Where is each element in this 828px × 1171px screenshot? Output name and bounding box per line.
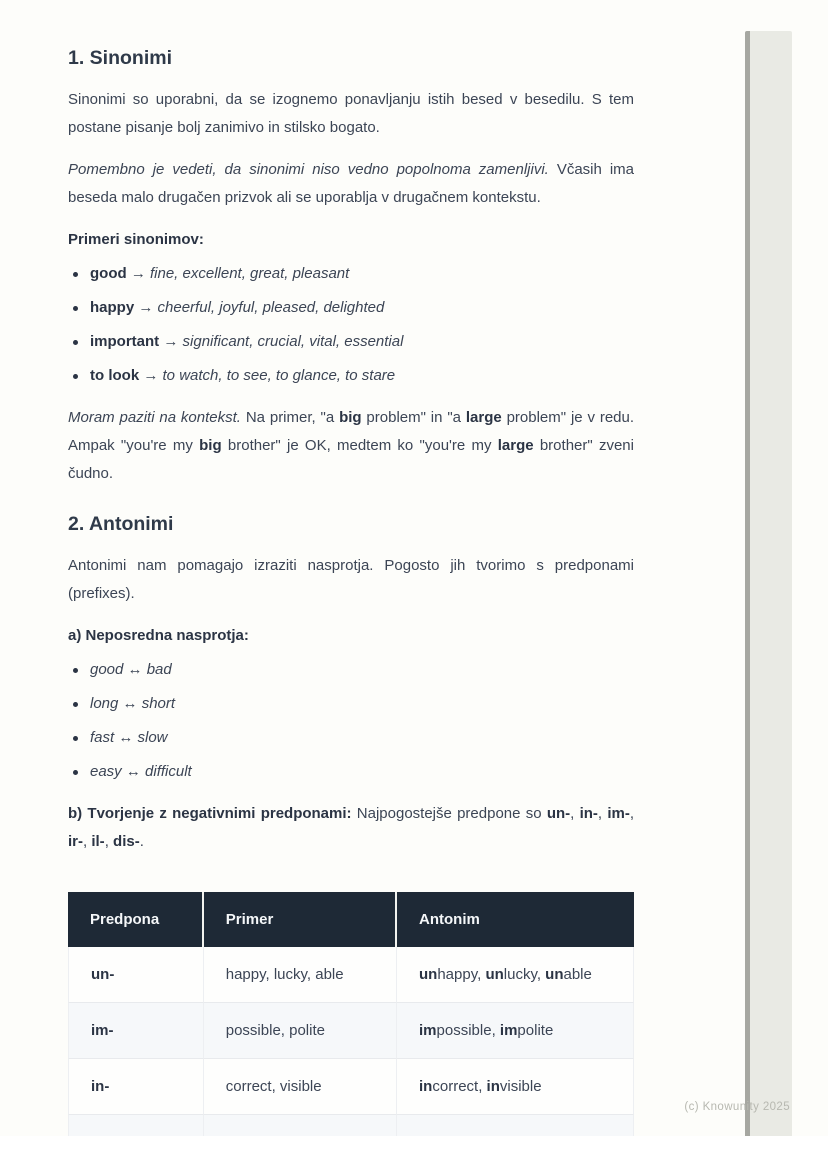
synonyms-intro-paragraph: Sinonimi so uporabni, da se izognemo ponavljanju istih besed v besedilu. S tem postane pisanje bolj zanimivo in stilsko bogato.: [68, 91, 634, 136]
prefix-antonym-table: [68, 892, 634, 1136]
prefix-cell: un-: [68, 947, 204, 1003]
negative-prefixes-paragraph: b) Tvorjenje z negativnimi predponami: Najpogostejše predpone so un-, in-, im-, ir-, il-, dis-.: [68, 805, 634, 850]
antonim-cell: impossible, impolite: [397, 1003, 634, 1059]
list-item: good → fine, excellent, great, pleasant: [68, 260, 634, 288]
page-edge-strip: [745, 31, 792, 1136]
primer-cell: correct, visible: [204, 1059, 397, 1115]
section-1-heading: 1. Sinonimi: [68, 47, 173, 69]
list-item: fast ↔ slow: [68, 724, 634, 752]
context-warning-paragraph: Moram paziti na kontekst. Na primer, "a big problem" in "a large problem" je v redu. Ampak "you're my big brother" je OK, medtem ko "you're my large brother" zveni čudno.: [68, 409, 635, 482]
prefix-cell: im-: [68, 1003, 204, 1059]
synonym-examples-list: [68, 260, 634, 390]
antonim-cell: incorrect, invisible: [397, 1059, 634, 1115]
list-item: good ↔ bad: [68, 656, 634, 684]
list-item: long ↔ short: [68, 690, 634, 718]
prefix-cell: in-: [68, 1059, 204, 1115]
list-item: easy ↔ difficult: [68, 758, 634, 786]
antonim-cell: unhappy, unlucky, unable: [397, 947, 634, 1003]
table-header-primer: Primer: [204, 892, 397, 947]
knowunity-watermark: (c) Knowunity 2025: [684, 1101, 790, 1113]
list-item: happy → cheerful, joyful, pleased, delighted: [68, 294, 634, 322]
antonyms-intro-paragraph: Antonimi nam pomagajo izraziti nasprotja. Pogosto jih tvorimo s predponami (prefixes).: [68, 557, 634, 602]
table-header-predpona: Predpona: [68, 892, 204, 947]
table-row: [68, 1059, 634, 1115]
list-item: to look → to watch, to see, to glance, to stare: [68, 362, 634, 390]
document-content-column: [68, 0, 634, 1136]
primer-cell: happy, lucky, able: [204, 947, 397, 1003]
synonyms-note-paragraph: Pomembno je vedeti, da sinonimi niso vedno popolnoma zamenljivi. Včasih ima beseda malo drugačen prizvok ali se uporablja v drugačnem kontekstu.: [68, 161, 634, 206]
list-item: important → significant, crucial, vital, essential: [68, 328, 634, 356]
table-row: [68, 1003, 634, 1059]
primer-cell: possible, polite: [204, 1003, 397, 1059]
table-header-antonim: Antonim: [397, 892, 634, 947]
table-row-partial: [68, 1115, 634, 1136]
table-row: [68, 947, 634, 1003]
table-header-row: [68, 892, 634, 947]
synonym-examples-label: Primeri sinonimov:: [68, 231, 204, 248]
direct-opposites-label: a) Neposredna nasprotja:: [68, 627, 249, 644]
section-2-heading: 2. Antonimi: [68, 513, 174, 535]
antonym-examples-list: [68, 656, 634, 786]
